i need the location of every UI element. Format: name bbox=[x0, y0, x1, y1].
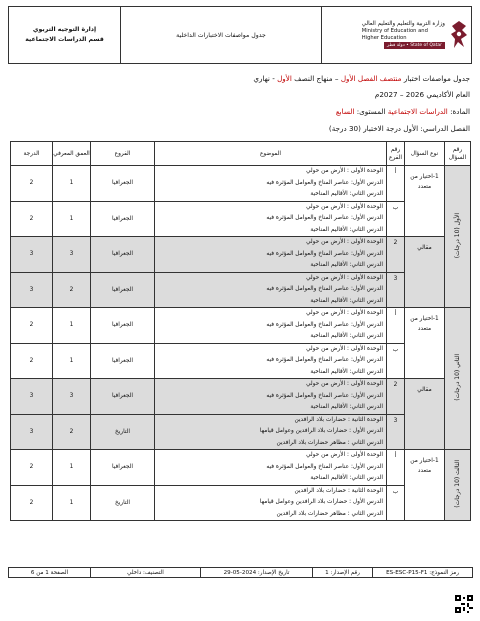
level-label: المستوى: bbox=[354, 107, 388, 116]
sub-no-cell: 2 bbox=[387, 237, 405, 273]
branch-cell: الجغرافيا bbox=[91, 166, 155, 202]
sub-no-cell: ب bbox=[387, 485, 405, 521]
table-row bbox=[11, 414, 471, 450]
table-row bbox=[11, 237, 471, 273]
depth-cell: 3 bbox=[53, 379, 91, 415]
score-cell: 2 bbox=[11, 166, 53, 202]
table-row bbox=[11, 308, 471, 344]
topic-cell: الوحدة الأولى : الأرض من حولي الدرس الأول: عناصر المناخ والعوامل المؤثرة فيه الدرس الثاني: الأقاليم المناخية bbox=[155, 237, 387, 273]
depth-cell: 2 bbox=[53, 414, 91, 450]
branch-cell: التاريخ bbox=[91, 485, 155, 521]
topic-cell: الوحدة الأولى : الأرض من حولي الدرس الأول: عناصر المناخ والعوامل المؤثرة فيه الدرس الثاني: الأقاليم المناخية bbox=[155, 343, 387, 379]
score-cell: 2 bbox=[11, 450, 53, 486]
sub-no-cell: ب bbox=[387, 201, 405, 237]
title-half: الأول bbox=[277, 74, 292, 83]
score-cell: 3 bbox=[11, 237, 53, 273]
depth-cell: 2 bbox=[53, 272, 91, 308]
question-type-cell: 1-اختيار من متعدد bbox=[405, 450, 445, 521]
score-cell: 3 bbox=[11, 272, 53, 308]
column-header-question-type: نوع السؤال bbox=[405, 142, 445, 166]
branch-cell: الجغرافيا bbox=[91, 272, 155, 308]
topic-cell: الوحدة الأولى : الأرض من حولي الدرس الأول: عناصر المناخ والعوامل المؤثرة فيه الدرس الثاني: الأقاليم المناخية bbox=[155, 272, 387, 308]
depth-cell: 1 bbox=[53, 201, 91, 237]
question-group-cell bbox=[445, 308, 471, 450]
semester-line: الفصل الدراسي: الأول درجة الاختبار (30 درجة) bbox=[328, 124, 470, 133]
topic-cell: الوحدة الأولى : الأرض من حولي الدرس الأول: عناصر المناخ والعوامل المؤثرة فيه الدرس الثاني: الأقاليم المناخية bbox=[155, 166, 387, 202]
topic-cell: الوحدة الأولى : الأرض من حولي الدرس الأول: عناصر المناخ والعوامل المؤثرة فيه الدرس الثاني: الأقاليم المناخية bbox=[155, 201, 387, 237]
topic-cell: الوحدة الثانية : حضارات بلاد الرافدين الدرس الأول : حضارات بلاد الرافدين وعوامل قيامها الدرس الثاني : مظاهر حضارات بلاد الرافدين bbox=[155, 414, 387, 450]
title-suffix: - نهاري bbox=[253, 74, 278, 83]
title-prefix: جدول مواصفات اختبار bbox=[401, 74, 470, 83]
table-row bbox=[11, 485, 471, 521]
title-period: منتصف الفصل الأول bbox=[340, 74, 402, 83]
subject-value: الدراسات الاجتماعية bbox=[387, 107, 448, 116]
title-mid: – منهاج النصف bbox=[291, 74, 341, 83]
column-header-topic: الموضوع bbox=[155, 142, 387, 166]
column-header-question-no: رقم السؤال bbox=[445, 142, 471, 166]
table-row bbox=[11, 272, 471, 308]
question-group-label: الثاني (10 درجات) bbox=[454, 354, 461, 401]
ministry-name-en-1: Ministry of Education and bbox=[361, 28, 428, 34]
sub-no-cell: ب bbox=[387, 343, 405, 379]
document-title: جدول مواصفات الاختبارات الداخلية bbox=[121, 7, 322, 64]
depth-cell: 1 bbox=[53, 166, 91, 202]
score-cell: 3 bbox=[11, 414, 53, 450]
subject-line bbox=[8, 107, 470, 116]
question-type-cell: مقالي bbox=[405, 237, 445, 308]
question-group-cell bbox=[445, 450, 471, 521]
column-header-sub-no: رقم الفرع bbox=[387, 142, 405, 166]
ministry-logo bbox=[324, 20, 469, 50]
topic-cell: الوحدة الأولى : الأرض من حولي الدرس الأول: عناصر المناخ والعوامل المؤثرة فيه الدرس الثاني: الأقاليم المناخية bbox=[155, 308, 387, 344]
qr-code-icon bbox=[455, 595, 473, 613]
ministry-name-ar: وزارة التربية والتعليم والتعليم العالي bbox=[361, 21, 445, 27]
score-cell: 2 bbox=[11, 343, 53, 379]
score-cell: 2 bbox=[11, 485, 53, 521]
branch-cell: الجغرافيا bbox=[91, 308, 155, 344]
depth-cell: 3 bbox=[53, 237, 91, 273]
document-header bbox=[8, 6, 472, 64]
issue-date: تاريخ الإصدار: 2024-05-29 bbox=[201, 568, 313, 578]
branch-cell: التاريخ bbox=[91, 414, 155, 450]
table-row bbox=[11, 166, 471, 202]
question-group-label: الثالث (10 درجات) bbox=[454, 460, 461, 508]
question-type-cell: مقالي bbox=[405, 379, 445, 450]
topic-cell: الوحدة الأولى : الأرض من حولي الدرس الأول: عناصر المناخ والعوامل المؤثرة فيه الدرس الثاني: الأقاليم المناخية bbox=[155, 450, 387, 486]
exam-title-line bbox=[8, 74, 470, 83]
branch-cell: الجغرافيا bbox=[91, 343, 155, 379]
depth-cell: 1 bbox=[53, 450, 91, 486]
state-label: State of Qatar • دولة قطر bbox=[384, 42, 445, 49]
topic-cell: الوحدة الأولى : الأرض من حولي الدرس الأول: عناصر المناخ والعوامل المؤثرة فيه الدرس الثاني: الأقاليم المناخية bbox=[155, 379, 387, 415]
table-row bbox=[11, 379, 471, 415]
specification-table bbox=[10, 141, 471, 521]
ministry-logo-cell bbox=[322, 7, 472, 64]
classification: التصنيف: داخلي bbox=[91, 568, 201, 578]
level-value: السابع bbox=[335, 107, 355, 116]
branch-cell: الجغرافيا bbox=[91, 379, 155, 415]
page-number: الصفحة 1 من 6 bbox=[9, 568, 91, 578]
topic-cell: الوحدة الثانية : حضارات بلاد الرافدين الدرس الأول : حضارات بلاد الرافدين وعوامل قيامها الدرس الثاني : مظاهر حضارات بلاد الرافدين bbox=[155, 485, 387, 521]
table-row bbox=[11, 343, 471, 379]
sub-no-cell: 3 bbox=[387, 414, 405, 450]
score-cell: 2 bbox=[11, 308, 53, 344]
question-type-cell: 1-اختيار من متعدد bbox=[405, 166, 445, 237]
sub-no-cell: أ bbox=[387, 450, 405, 486]
department-cell bbox=[9, 7, 121, 64]
subject-label: المادة: bbox=[447, 107, 470, 116]
question-type-cell: 1-اختيار من متعدد bbox=[405, 308, 445, 379]
table-header-row bbox=[11, 142, 471, 166]
document-footer bbox=[8, 567, 473, 578]
form-code: رمز النموذج: ES-ESC-P15-F1 bbox=[373, 568, 473, 578]
branch-cell: الجغرافيا bbox=[91, 237, 155, 273]
department-line-2: قسم الدراسات الاجتماعية bbox=[25, 36, 104, 43]
column-header-score: الدرجة bbox=[11, 142, 53, 166]
score-cell: 3 bbox=[11, 379, 53, 415]
table-row bbox=[11, 450, 471, 486]
issue-number: رقم الإصدار: 1 bbox=[313, 568, 373, 578]
sub-no-cell: أ bbox=[387, 308, 405, 344]
sub-no-cell: 2 bbox=[387, 379, 405, 415]
depth-cell: 1 bbox=[53, 485, 91, 521]
academic-year: العام الأكاديمي 2026 – 2027م bbox=[374, 90, 470, 99]
score-cell: 2 bbox=[11, 201, 53, 237]
depth-cell: 1 bbox=[53, 308, 91, 344]
table-row bbox=[11, 201, 471, 237]
depth-cell: 1 bbox=[53, 343, 91, 379]
sub-no-cell: 3 bbox=[387, 272, 405, 308]
column-header-branch: الفروع bbox=[91, 142, 155, 166]
sub-no-cell: أ bbox=[387, 166, 405, 202]
department-line-1: إدارة التوجيه التربوي bbox=[32, 26, 97, 33]
branch-cell: الجغرافيا bbox=[91, 201, 155, 237]
ministry-emblem-icon bbox=[449, 20, 469, 50]
ministry-name-en-2: Higher Education bbox=[361, 35, 407, 41]
column-header-depth: العمق المعرفي bbox=[53, 142, 91, 166]
question-group-label: الأول (10 درجات) bbox=[454, 212, 461, 259]
question-group-cell bbox=[445, 166, 471, 308]
branch-cell: الجغرافيا bbox=[91, 450, 155, 486]
